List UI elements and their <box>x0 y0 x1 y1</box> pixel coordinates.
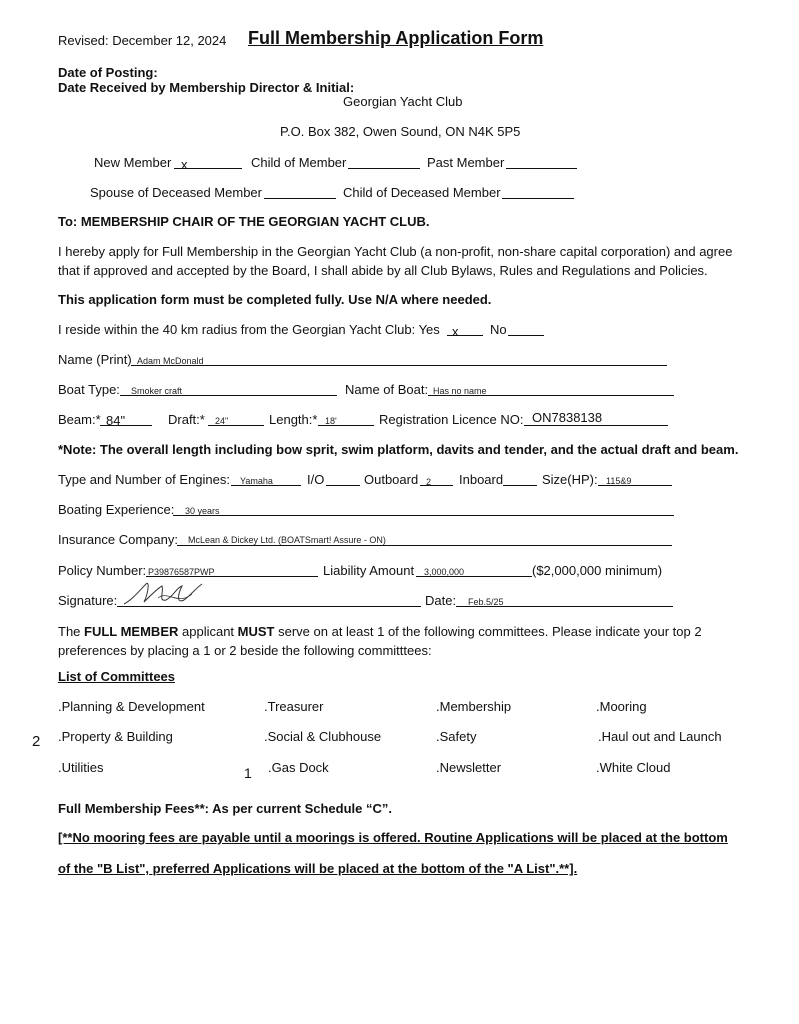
child-of-member-label: Child of Member <box>251 155 347 170</box>
outboard-label: Outboard <box>364 472 419 487</box>
date-label: Date: <box>425 593 457 608</box>
inboard-label: Inboard <box>459 472 504 487</box>
committee-item[interactable]: .Newsletter <box>436 760 502 775</box>
length-label: Length:* <box>269 412 318 427</box>
insurance-label: Insurance Company: <box>58 532 178 547</box>
fees-line: Full Membership Fees**: As per current Schedule “C”. <box>58 801 392 816</box>
committee-item[interactable]: .Social & Clubhouse <box>264 729 382 744</box>
insurance-value: McLean & Dickey Ltd. (BOATSmart! Assure - ON) <box>188 535 386 545</box>
outboard-field[interactable] <box>420 485 453 486</box>
fees-note-line1: [**No mooring fees are payable until a moorings is offered. Routine Applications will be placed at the bottom <box>58 830 728 845</box>
committee-item[interactable]: .Treasurer <box>264 699 324 714</box>
liability-label: Liability Amount <box>323 563 415 578</box>
committees-intro-part1: The <box>58 624 85 639</box>
dimensions-note: *Note: The overall length including bow sprit, swim platform, davits and tender, and the actual draft and beam. <box>58 442 739 457</box>
date-of-posting-label: Date of Posting: <box>58 65 158 80</box>
past-member-label: Past Member <box>427 155 505 170</box>
licence-field[interactable] <box>524 425 668 426</box>
preference-mark-gas-dock: 1 <box>244 765 252 781</box>
date-received-label: Date Received by Membership Director & Initial: <box>58 80 355 95</box>
name-field[interactable] <box>131 365 667 366</box>
reside-no-field[interactable] <box>508 335 544 336</box>
spouse-deceased-field[interactable] <box>264 198 336 199</box>
length-value: 18' <box>325 416 337 426</box>
date-value: Feb.5/25 <box>468 597 504 607</box>
engines-value: Yamaha <box>240 476 273 486</box>
policy-label: Policy Number: <box>58 563 147 578</box>
committee-item[interactable]: .Property & Building <box>58 729 173 744</box>
child-of-member-field[interactable] <box>348 168 420 169</box>
past-member-field[interactable] <box>506 168 577 169</box>
licence-value: ON7838138 <box>532 410 603 425</box>
boat-name-value: Has no name <box>433 386 487 396</box>
draft-value: 24" <box>215 416 229 426</box>
policy-value: P39876587PWP <box>148 567 215 577</box>
outboard-value: 2 <box>426 477 432 487</box>
committees-intro-must: MUST <box>237 624 275 639</box>
committees-intro-part5: serve on at least 1 of the following committees. Please indicate your top 2 preferences by placing a 1 or 2 beside the following committtees: <box>58 624 702 658</box>
club-name: Georgian Yacht Club <box>343 94 463 109</box>
draft-label: Draft:* <box>168 412 205 427</box>
club-address: P.O. Box 382, Owen Sound, ON N4K 5P5 <box>280 124 521 139</box>
signature-label: Signature: <box>58 593 118 608</box>
insurance-field[interactable] <box>177 545 672 546</box>
child-deceased-field[interactable] <box>502 198 574 199</box>
reside-label: I reside within the 40 km radius from the Georgian Yacht Club: Yes <box>58 322 440 337</box>
reside-no-label: No <box>490 322 507 337</box>
committee-item[interactable]: .Planning & Development <box>58 699 205 714</box>
child-deceased-label: Child of Deceased Member <box>343 185 501 200</box>
handwritten-signature <box>118 576 210 610</box>
committees-heading: List of Committees <box>58 669 176 684</box>
size-value: 115&9 <box>606 476 632 486</box>
spouse-deceased-label: Spouse of Deceased Member <box>90 185 262 200</box>
liability-value: 3,000,000 <box>424 567 465 577</box>
engines-label: Type and Number of Engines: <box>58 472 230 487</box>
fees-note-line2: of the "B List", preferred Applications will be placed at the bottom of the "A List".**]. <box>58 861 578 876</box>
size-label: Size(HP): <box>542 472 598 487</box>
inboard-field[interactable] <box>503 485 537 486</box>
committee-item[interactable]: .Utilities <box>58 760 104 775</box>
experience-field[interactable] <box>173 515 674 516</box>
liability-minimum: ($2,000,000 minimum) <box>532 563 663 578</box>
boat-type-value: Smoker craft <box>131 386 183 396</box>
committee-item[interactable]: .Membership <box>436 699 512 714</box>
to-line <box>58 214 429 229</box>
committee-item[interactable]: .White Cloud <box>596 760 671 775</box>
committee-item[interactable]: .Gas Dock <box>268 760 329 775</box>
preference-mark-property: 2 <box>32 733 41 750</box>
licence-label: Registration Licence NO: <box>379 412 524 427</box>
complete-note: This application form must be completed fully. Use N/A where needed. <box>58 292 492 307</box>
reside-yes-mark: x <box>452 324 459 339</box>
boat-type-label: Boat Type: <box>58 382 120 397</box>
experience-label: Boating Experience: <box>58 502 175 517</box>
committees-intro-part3: applicant <box>178 624 238 639</box>
new-member-label: New Member <box>94 155 172 170</box>
to-text: To: MEMBERSHIP CHAIR OF THE GEORGIAN YACHT CLUB. <box>58 214 430 229</box>
committee-item[interactable]: .Mooring <box>596 699 647 714</box>
committee-item[interactable]: .Haul out and Launch <box>598 729 722 744</box>
committees-intro-full-member: FULL MEMBER <box>84 624 179 639</box>
new-member-mark: x <box>181 157 188 172</box>
experience-value: 30 years <box>185 506 220 516</box>
name-value: Adam McDonald <box>137 356 204 366</box>
committee-item[interactable]: .Safety <box>436 729 477 744</box>
form-title: Full Membership Application Form <box>248 28 544 48</box>
io-label: I/O <box>307 472 325 487</box>
revised-date: Revised: December 12, 2024 <box>58 33 227 48</box>
beam-label: Beam:* <box>58 412 101 427</box>
io-field[interactable] <box>326 485 360 486</box>
membership-statement: I hereby apply for Full Membership in the Georgian Yacht Club (a non-profit, non-share capital corporation) and agree that if approved and accepted by the Board, I shall abide by all Club Bylaws, Rules and Regulations and Policies. <box>58 244 733 278</box>
committees-intro <box>58 622 748 660</box>
beam-value: 84" <box>106 413 126 428</box>
name-label: Name (Print) <box>58 352 132 367</box>
boat-name-label: Name of Boat: <box>345 382 429 397</box>
